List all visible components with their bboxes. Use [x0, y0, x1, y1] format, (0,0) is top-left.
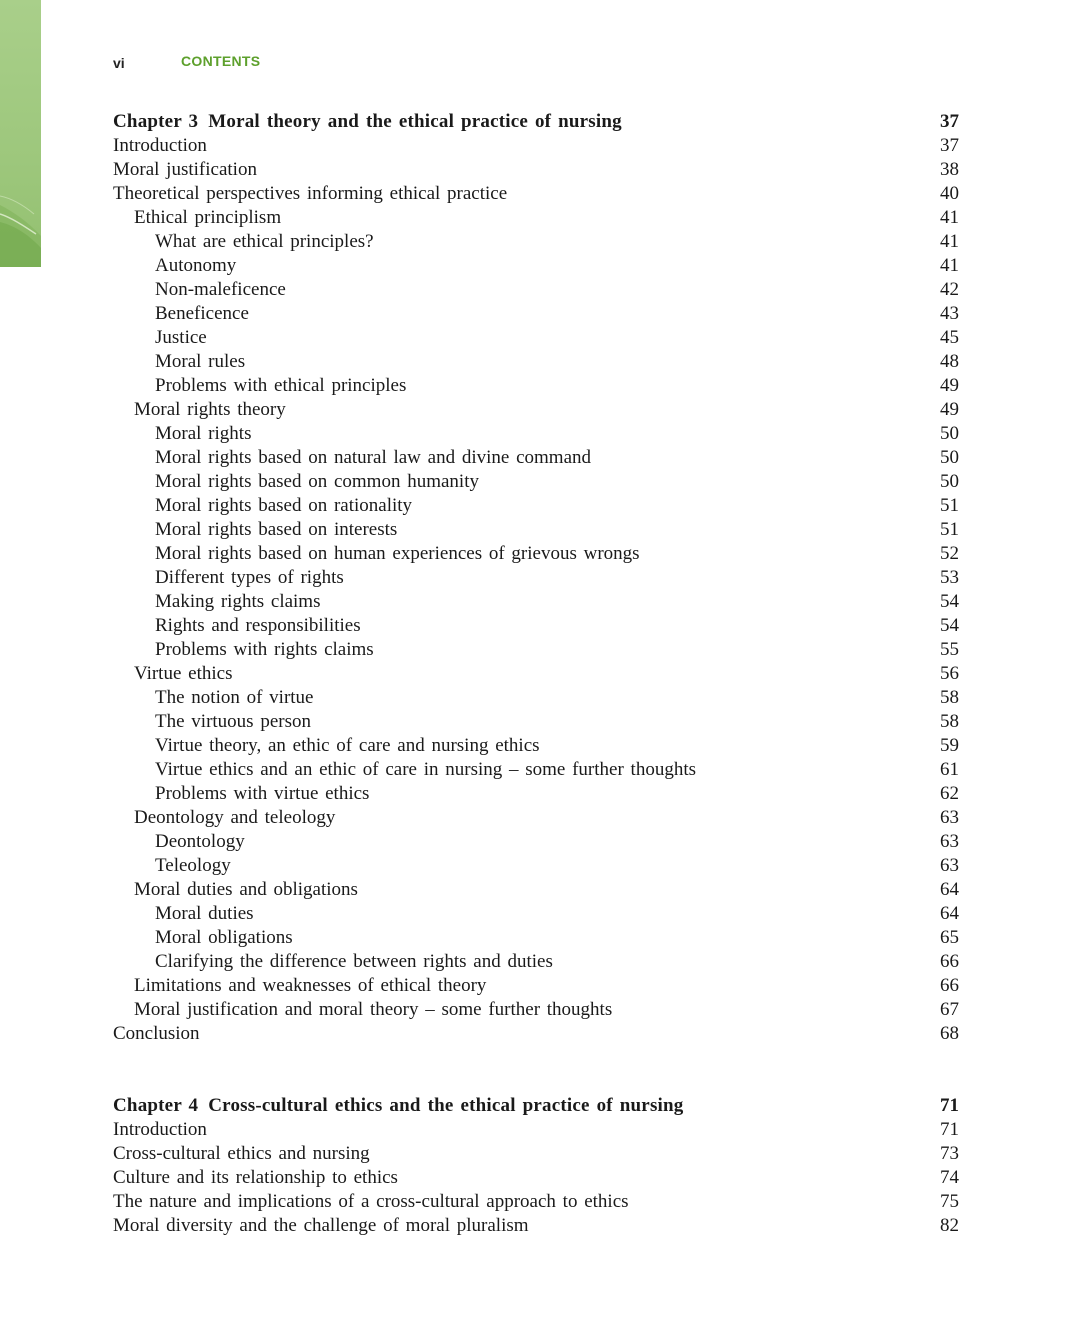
toc-entry[interactable]: [113, 950, 959, 974]
toc-entry-page: 54: [940, 591, 959, 612]
toc-entry-page: 49: [940, 399, 959, 420]
toc-entry-page: 53: [940, 567, 959, 588]
toc-entry-title: Problems with ethical principles: [155, 375, 407, 396]
toc-entry[interactable]: [113, 854, 959, 878]
toc-entry-page: 40: [940, 183, 959, 204]
toc-entry[interactable]: [113, 302, 959, 326]
toc-entry[interactable]: [113, 350, 959, 374]
toc-entry-title: Moral rights theory: [134, 399, 286, 420]
toc-entry[interactable]: [113, 134, 959, 158]
toc-entry-title: Moral justification: [113, 159, 257, 180]
toc-entry[interactable]: [113, 590, 959, 614]
toc-entry-page: 51: [940, 495, 959, 516]
toc-entry[interactable]: [113, 326, 959, 350]
chapter-label: Chapter 3: [113, 111, 199, 132]
toc-entry[interactable]: [113, 974, 959, 998]
toc-entry[interactable]: [113, 566, 959, 590]
toc-entry-title: Virtue ethics: [134, 663, 233, 684]
toc-entry-title: Conclusion: [113, 1023, 200, 1044]
toc-entry[interactable]: [113, 998, 959, 1022]
toc-entry-page: 49: [940, 375, 959, 396]
toc-entry[interactable]: [113, 830, 959, 854]
toc-entry-title: Beneficence: [155, 303, 249, 324]
toc-entry-page: 71: [940, 1119, 959, 1140]
toc-entry-title: The nature and implications of a cross-cultural approach to ethics: [113, 1191, 629, 1212]
toc-entry[interactable]: [113, 614, 959, 638]
toc-entry-page: 64: [940, 879, 959, 900]
toc-entry[interactable]: [113, 1166, 959, 1190]
toc-entry-page: 41: [940, 207, 959, 228]
toc-entry[interactable]: [113, 182, 959, 206]
toc-entry-page: 66: [940, 975, 959, 996]
toc-entry-title: Autonomy: [155, 255, 237, 276]
toc-entry[interactable]: [113, 710, 959, 734]
toc-entry[interactable]: [113, 1118, 959, 1142]
toc-entry-title: Moral diversity and the challenge of moral pluralism: [113, 1215, 529, 1236]
toc-entry-page: 41: [940, 255, 959, 276]
toc-entry[interactable]: [113, 878, 959, 902]
toc-entry-page: 65: [940, 927, 959, 948]
toc-entry-title: Non-maleficence: [155, 279, 286, 300]
toc-entry-page: 59: [940, 735, 959, 756]
toc-entry[interactable]: [113, 374, 959, 398]
toc-entry-title: Limitations and weaknesses of ethical theory: [134, 975, 487, 996]
toc-entry-page: 38: [940, 159, 959, 180]
toc-entry-page: 52: [940, 543, 959, 564]
toc-entry[interactable]: [113, 470, 959, 494]
toc-entry-title: Moral rights based on rationality: [155, 495, 413, 516]
toc-entry[interactable]: [113, 494, 959, 518]
toc-entry[interactable]: [113, 782, 959, 806]
chapter-title: Moral theory and the ethical practice of nursing: [208, 111, 622, 132]
toc-entry-title: Making rights claims: [155, 591, 321, 612]
toc-entry[interactable]: [113, 398, 959, 422]
toc-entry-title: Moral rights based on common humanity: [155, 471, 479, 492]
toc-entry-page: 82: [940, 1215, 959, 1236]
toc-entry-page: 63: [940, 831, 959, 852]
toc-entry-page: 61: [940, 759, 959, 780]
toc-entry-page: 50: [940, 447, 959, 468]
toc-entry[interactable]: [113, 446, 959, 470]
toc-entry[interactable]: [113, 806, 959, 830]
toc-entry[interactable]: [113, 518, 959, 542]
toc-entry[interactable]: [113, 1190, 959, 1214]
toc-entry-title: Problems with virtue ethics: [155, 783, 370, 804]
page-number: vi: [113, 55, 125, 71]
toc-entry-title: Moral rights: [155, 423, 252, 444]
toc-entry-title: The virtuous person: [155, 711, 311, 732]
chapter-title: Cross-cultural ethics and the ethical practice of nursing: [208, 1095, 684, 1116]
toc-entry-title: Justice: [155, 327, 207, 348]
toc-entry-title: Moral rules: [155, 351, 246, 372]
toc-entry-title: Moral duties and obligations: [134, 879, 358, 900]
toc-entry-page: 54: [940, 615, 959, 636]
toc-entry[interactable]: [113, 254, 959, 278]
chapter-heading[interactable]: [113, 1094, 959, 1118]
toc-entry[interactable]: [113, 542, 959, 566]
toc-entry-page: 58: [940, 711, 959, 732]
toc-entry-page: 41: [940, 231, 959, 252]
chapter-label: Chapter 4: [113, 1095, 199, 1116]
toc-entry-page: 51: [940, 519, 959, 540]
toc-entry[interactable]: [113, 902, 959, 926]
toc-entry[interactable]: [113, 662, 959, 686]
decorative-side-tab: [0, 0, 41, 267]
toc-entry[interactable]: [113, 686, 959, 710]
toc-entry-page: 58: [940, 687, 959, 708]
toc-entry-title: Clarifying the difference between rights and duties: [155, 951, 553, 972]
toc-entry[interactable]: [113, 1214, 959, 1238]
chapter-page: 37: [940, 111, 959, 132]
toc-entry-title: Culture and its relationship to ethics: [113, 1167, 398, 1188]
toc-entry[interactable]: [113, 422, 959, 446]
leaf-graphic: [0, 0, 41, 267]
toc-entry-page: 75: [940, 1191, 959, 1212]
toc-entries: [113, 1118, 959, 1238]
toc-entry-page: 63: [940, 807, 959, 828]
toc-entry-title: Moral rights based on natural law and divine command: [155, 447, 592, 468]
toc-entry-title: Rights and responsibilities: [155, 615, 361, 636]
toc-entry-title: Deontology: [155, 831, 245, 852]
toc-entry-title: Moral obligations: [155, 927, 293, 948]
toc-entry[interactable]: [113, 1142, 959, 1166]
chapter-page: 71: [940, 1095, 959, 1116]
toc-entry[interactable]: [113, 638, 959, 662]
toc-entry-title: Moral duties: [155, 903, 254, 924]
toc-entry-page: 56: [940, 663, 959, 684]
toc-entry-page: 68: [940, 1023, 959, 1044]
toc-entry-page: 55: [940, 639, 959, 660]
toc-entry-page: 67: [940, 999, 959, 1020]
toc-entry-page: 73: [940, 1143, 959, 1164]
toc-entry[interactable]: [113, 758, 959, 782]
toc-entry-title: Moral rights based on human experiences of grievous wrongs: [155, 543, 640, 564]
toc-entry-title: Teleology: [155, 855, 231, 876]
toc-entry-page: 42: [940, 279, 959, 300]
toc-entry-page: 50: [940, 471, 959, 492]
toc-entry-title: Cross-cultural ethics and nursing: [113, 1143, 370, 1164]
toc-entry-title: Different types of rights: [155, 567, 344, 588]
toc-entry-title: What are ethical principles?: [155, 231, 374, 252]
toc-entry-title: Problems with rights claims: [155, 639, 374, 660]
toc-entries: [113, 134, 959, 1046]
toc-entry-title: Virtue theory, an ethic of care and nursing ethics: [155, 735, 540, 756]
toc-entry[interactable]: [113, 1022, 959, 1046]
toc-entry-title: Deontology and teleology: [134, 807, 336, 828]
toc-entry[interactable]: [113, 734, 959, 758]
toc-entry-page: 74: [940, 1167, 959, 1188]
toc-entry-page: 43: [940, 303, 959, 324]
toc-entry-page: 64: [940, 903, 959, 924]
toc-entry[interactable]: [113, 158, 959, 182]
toc-entry-page: 45: [940, 327, 959, 348]
toc-entry[interactable]: [113, 926, 959, 950]
chapter-4-section: [113, 1094, 959, 1238]
toc-entry-title: Theoretical perspectives informing ethical practice: [113, 183, 508, 204]
toc-entry-page: 37: [940, 135, 959, 156]
toc-entry-page: 63: [940, 855, 959, 876]
toc-entry-title: The notion of virtue: [155, 687, 314, 708]
toc-entry-title: Introduction: [113, 135, 207, 156]
toc-entry-page: 50: [940, 423, 959, 444]
toc-entry[interactable]: [113, 230, 959, 254]
toc-entry-title: Moral justification and moral theory – some further thoughts: [134, 999, 613, 1020]
chapter-3-section: [113, 110, 959, 1046]
running-head: CONTENTS: [181, 53, 261, 69]
toc-entry-title: Introduction: [113, 1119, 207, 1140]
toc-entry[interactable]: [113, 206, 959, 230]
chapter-heading[interactable]: [113, 110, 959, 134]
toc-entry-page: 66: [940, 951, 959, 972]
toc-entry-title: Moral rights based on interests: [155, 519, 398, 540]
toc-entry-title: Ethical principlism: [134, 207, 282, 228]
toc-entry-title: Virtue ethics and an ethic of care in nursing – some further thoughts: [155, 759, 696, 780]
toc-entry[interactable]: [113, 278, 959, 302]
toc-entry-page: 48: [940, 351, 959, 372]
toc-entry-page: 62: [940, 783, 959, 804]
